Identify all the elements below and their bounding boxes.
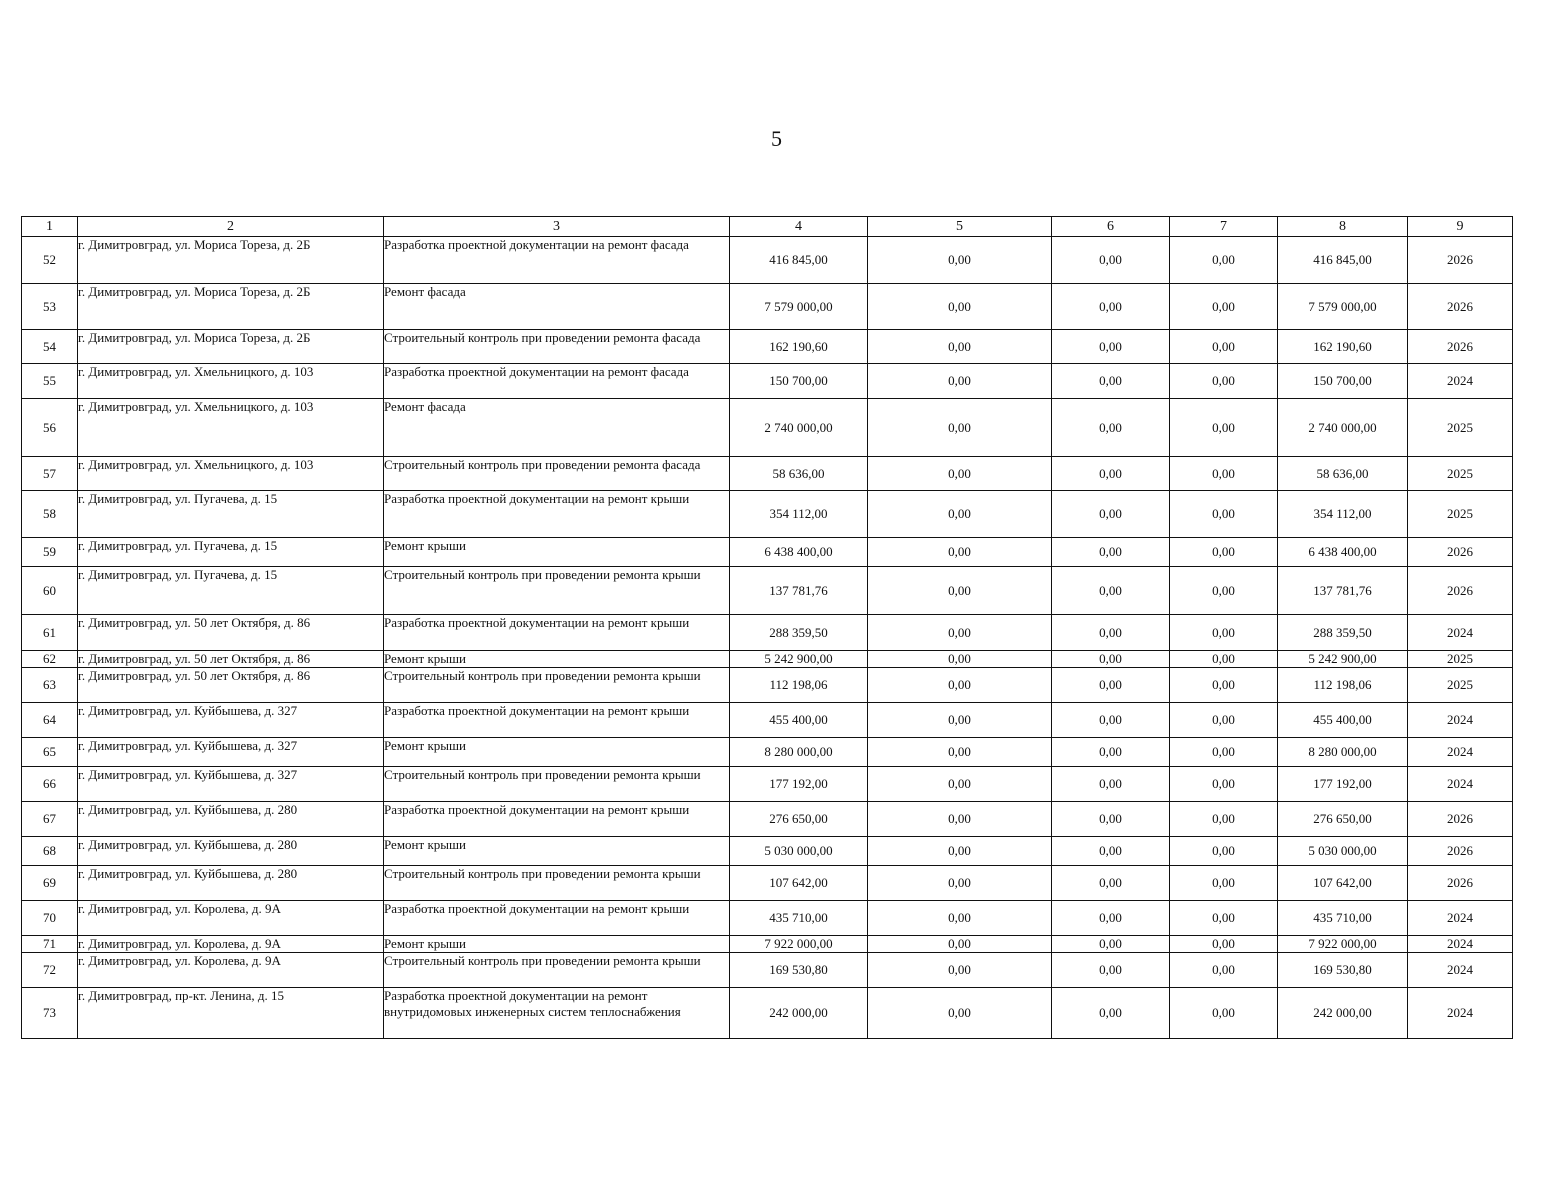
table-row (22, 767, 1513, 802)
amount-col8-cell: 137 781,76 (1278, 567, 1408, 615)
amount-col7-cell: 0,00 (1170, 837, 1278, 866)
amount-col8-cell: 276 650,00 (1278, 802, 1408, 837)
amount-col7-cell: 0,00 (1170, 767, 1278, 802)
amount-col6-cell: 0,00 (1052, 953, 1170, 988)
amount-col7-cell: 0,00 (1170, 491, 1278, 538)
amount-col5-cell: 0,00 (868, 802, 1052, 837)
row-number: 64 (22, 703, 78, 738)
amount-total-cell: 354 112,00 (730, 491, 868, 538)
amount-total-cell: 6 438 400,00 (730, 538, 868, 567)
year-cell: 2024 (1408, 953, 1513, 988)
amount-col7-cell: 0,00 (1170, 936, 1278, 953)
table-row (22, 988, 1513, 1039)
row-number: 58 (22, 491, 78, 538)
amount-col5-cell: 0,00 (868, 651, 1052, 668)
table-row (22, 330, 1513, 364)
amount-col7-cell: 0,00 (1170, 538, 1278, 567)
amount-col8-cell: 112 198,06 (1278, 668, 1408, 703)
amount-col7-cell: 0,00 (1170, 330, 1278, 364)
work-type-cell: Ремонт крыши (384, 936, 730, 953)
amount-total-cell: 5 242 900,00 (730, 651, 868, 668)
amount-col6-cell: 0,00 (1052, 936, 1170, 953)
amount-col7-cell: 0,00 (1170, 567, 1278, 615)
column-header: 4 (730, 217, 868, 237)
amount-col8-cell: 58 636,00 (1278, 457, 1408, 491)
row-number: 62 (22, 651, 78, 668)
amount-col5-cell: 0,00 (868, 330, 1052, 364)
amount-col6-cell: 0,00 (1052, 457, 1170, 491)
amount-total-cell: 276 650,00 (730, 802, 868, 837)
row-number: 66 (22, 767, 78, 802)
amount-col5-cell: 0,00 (868, 399, 1052, 457)
amount-col8-cell: 6 438 400,00 (1278, 538, 1408, 567)
amount-total-cell: 5 030 000,00 (730, 837, 868, 866)
amount-total-cell: 416 845,00 (730, 237, 868, 284)
amount-total-cell: 112 198,06 (730, 668, 868, 703)
table-row (22, 237, 1513, 284)
table-row (22, 802, 1513, 837)
table-row (22, 703, 1513, 738)
year-cell: 2026 (1408, 330, 1513, 364)
column-number-row (22, 217, 1513, 237)
work-type-cell: Строительный контроль при проведении ремонта крыши (384, 767, 730, 802)
amount-col6-cell: 0,00 (1052, 538, 1170, 567)
address-cell: г. Димитровград, ул. 50 лет Октября, д. 86 (78, 668, 384, 703)
row-number: 73 (22, 988, 78, 1039)
table-row (22, 491, 1513, 538)
amount-col5-cell: 0,00 (868, 837, 1052, 866)
table-row (22, 567, 1513, 615)
row-number: 53 (22, 284, 78, 330)
row-number: 61 (22, 615, 78, 651)
year-cell: 2025 (1408, 457, 1513, 491)
amount-col8-cell: 455 400,00 (1278, 703, 1408, 738)
amount-col5-cell: 0,00 (868, 738, 1052, 767)
year-cell: 2024 (1408, 901, 1513, 936)
work-type-cell: Ремонт фасада (384, 284, 730, 330)
work-type-cell: Строительный контроль при проведении ремонта крыши (384, 567, 730, 615)
work-type-cell: Разработка проектной документации на ремонт внутридомовых инженерных систем теплоснабжения (384, 988, 730, 1039)
work-type-cell: Ремонт крыши (384, 538, 730, 567)
amount-col8-cell: 354 112,00 (1278, 491, 1408, 538)
amount-col8-cell: 288 359,50 (1278, 615, 1408, 651)
table-row (22, 538, 1513, 567)
amount-col6-cell: 0,00 (1052, 399, 1170, 457)
amount-total-cell: 107 642,00 (730, 866, 868, 901)
table-row (22, 615, 1513, 651)
row-number: 65 (22, 738, 78, 767)
page-number: 5 (771, 126, 782, 151)
amount-col6-cell: 0,00 (1052, 615, 1170, 651)
amount-total-cell: 2 740 000,00 (730, 399, 868, 457)
year-cell: 2026 (1408, 866, 1513, 901)
amount-col5-cell: 0,00 (868, 457, 1052, 491)
amount-col8-cell: 8 280 000,00 (1278, 738, 1408, 767)
amount-col7-cell: 0,00 (1170, 364, 1278, 399)
work-type-cell: Разработка проектной документации на ремонт фасада (384, 237, 730, 284)
year-cell: 2024 (1408, 988, 1513, 1039)
amount-total-cell: 150 700,00 (730, 364, 868, 399)
amount-total-cell: 435 710,00 (730, 901, 868, 936)
amount-total-cell: 58 636,00 (730, 457, 868, 491)
address-cell: г. Димитровград, ул. Мориса Тореза, д. 2Б (78, 330, 384, 364)
amount-col6-cell: 0,00 (1052, 988, 1170, 1039)
amount-col6-cell: 0,00 (1052, 284, 1170, 330)
table-row (22, 901, 1513, 936)
amount-total-cell: 169 530,80 (730, 953, 868, 988)
address-cell: г. Димитровград, пр-кт. Ленина, д. 15 (78, 988, 384, 1039)
amount-total-cell: 455 400,00 (730, 703, 868, 738)
address-cell: г. Димитровград, ул. Куйбышева, д. 280 (78, 866, 384, 901)
amount-total-cell: 7 579 000,00 (730, 284, 868, 330)
work-type-cell: Строительный контроль при проведении ремонта фасада (384, 457, 730, 491)
table-row (22, 284, 1513, 330)
row-number: 54 (22, 330, 78, 364)
column-header: 1 (22, 217, 78, 237)
year-cell: 2024 (1408, 703, 1513, 738)
year-cell: 2025 (1408, 491, 1513, 538)
table-row (22, 738, 1513, 767)
table-row (22, 866, 1513, 901)
column-header: 8 (1278, 217, 1408, 237)
amount-col7-cell: 0,00 (1170, 615, 1278, 651)
work-type-cell: Разработка проектной документации на ремонт фасада (384, 364, 730, 399)
year-cell: 2026 (1408, 538, 1513, 567)
year-cell: 2026 (1408, 802, 1513, 837)
work-type-cell: Ремонт фасада (384, 399, 730, 457)
work-type-cell: Разработка проектной документации на ремонт крыши (384, 802, 730, 837)
amount-col8-cell: 107 642,00 (1278, 866, 1408, 901)
amount-col7-cell: 0,00 (1170, 866, 1278, 901)
amount-col7-cell: 0,00 (1170, 457, 1278, 491)
address-cell: г. Димитровград, ул. Пугачева, д. 15 (78, 491, 384, 538)
year-cell: 2025 (1408, 399, 1513, 457)
amount-total-cell: 7 922 000,00 (730, 936, 868, 953)
amount-col6-cell: 0,00 (1052, 364, 1170, 399)
address-cell: г. Димитровград, ул. Королева, д. 9А (78, 936, 384, 953)
column-header: 3 (384, 217, 730, 237)
table-row (22, 953, 1513, 988)
work-type-cell: Разработка проектной документации на ремонт крыши (384, 615, 730, 651)
amount-col6-cell: 0,00 (1052, 837, 1170, 866)
work-type-cell: Строительный контроль при проведении ремонта крыши (384, 866, 730, 901)
address-cell: г. Димитровград, ул. Королева, д. 9А (78, 901, 384, 936)
row-number: 59 (22, 538, 78, 567)
amount-col8-cell: 2 740 000,00 (1278, 399, 1408, 457)
column-header: 7 (1170, 217, 1278, 237)
year-cell: 2024 (1408, 364, 1513, 399)
row-number: 55 (22, 364, 78, 399)
row-number: 63 (22, 668, 78, 703)
amount-col8-cell: 169 530,80 (1278, 953, 1408, 988)
work-type-cell: Строительный контроль при проведении ремонта фасада (384, 330, 730, 364)
amount-col5-cell: 0,00 (868, 953, 1052, 988)
amount-col5-cell: 0,00 (868, 988, 1052, 1039)
amount-col8-cell: 162 190,60 (1278, 330, 1408, 364)
work-type-cell: Строительный контроль при проведении ремонта крыши (384, 668, 730, 703)
amount-col6-cell: 0,00 (1052, 237, 1170, 284)
year-cell: 2025 (1408, 668, 1513, 703)
table-row (22, 651, 1513, 668)
amount-col8-cell: 242 000,00 (1278, 988, 1408, 1039)
amount-col6-cell: 0,00 (1052, 767, 1170, 802)
address-cell: г. Димитровград, ул. Пугачева, д. 15 (78, 538, 384, 567)
work-type-cell: Ремонт крыши (384, 738, 730, 767)
year-cell: 2026 (1408, 284, 1513, 330)
address-cell: г. Димитровград, ул. Куйбышева, д. 327 (78, 767, 384, 802)
amount-col8-cell: 5 242 900,00 (1278, 651, 1408, 668)
address-cell: г. Димитровград, ул. 50 лет Октября, д. 86 (78, 615, 384, 651)
amount-col5-cell: 0,00 (868, 615, 1052, 651)
work-type-cell: Разработка проектной документации на ремонт крыши (384, 703, 730, 738)
amount-col6-cell: 0,00 (1052, 901, 1170, 936)
year-cell: 2025 (1408, 651, 1513, 668)
address-cell: г. Димитровград, ул. Пугачева, д. 15 (78, 567, 384, 615)
address-cell: г. Димитровград, ул. Хмельницкого, д. 103 (78, 399, 384, 457)
column-header: 9 (1408, 217, 1513, 237)
table-row (22, 399, 1513, 457)
amount-col6-cell: 0,00 (1052, 738, 1170, 767)
amount-col6-cell: 0,00 (1052, 651, 1170, 668)
amount-col5-cell: 0,00 (868, 567, 1052, 615)
amount-col8-cell: 5 030 000,00 (1278, 837, 1408, 866)
row-number: 52 (22, 237, 78, 284)
table-row (22, 936, 1513, 953)
amount-col5-cell: 0,00 (868, 936, 1052, 953)
work-type-cell: Разработка проектной документации на ремонт крыши (384, 901, 730, 936)
amount-col5-cell: 0,00 (868, 866, 1052, 901)
amount-col7-cell: 0,00 (1170, 988, 1278, 1039)
year-cell: 2026 (1408, 837, 1513, 866)
address-cell: г. Димитровград, ул. Куйбышева, д. 327 (78, 703, 384, 738)
address-cell: г. Димитровград, ул. Куйбышева, д. 327 (78, 738, 384, 767)
table-body (22, 237, 1513, 1039)
amount-total-cell: 242 000,00 (730, 988, 868, 1039)
amount-col8-cell: 177 192,00 (1278, 767, 1408, 802)
amount-total-cell: 137 781,76 (730, 567, 868, 615)
row-number: 70 (22, 901, 78, 936)
amount-col6-cell: 0,00 (1052, 330, 1170, 364)
column-header: 5 (868, 217, 1052, 237)
table-row (22, 457, 1513, 491)
table-row (22, 837, 1513, 866)
repair-schedule-table (21, 216, 1513, 1039)
year-cell: 2026 (1408, 567, 1513, 615)
table-row (22, 668, 1513, 703)
amount-col7-cell: 0,00 (1170, 901, 1278, 936)
work-type-cell: Ремонт крыши (384, 651, 730, 668)
work-type-cell: Разработка проектной документации на ремонт крыши (384, 491, 730, 538)
year-cell: 2024 (1408, 615, 1513, 651)
amount-col6-cell: 0,00 (1052, 668, 1170, 703)
year-cell: 2024 (1408, 738, 1513, 767)
address-cell: г. Димитровград, ул. 50 лет Октября, д. 86 (78, 651, 384, 668)
amount-col6-cell: 0,00 (1052, 567, 1170, 615)
amount-total-cell: 8 280 000,00 (730, 738, 868, 767)
work-type-cell: Строительный контроль при проведении ремонта крыши (384, 953, 730, 988)
amount-total-cell: 162 190,60 (730, 330, 868, 364)
address-cell: г. Димитровград, ул. Хмельницкого, д. 103 (78, 457, 384, 491)
amount-col7-cell: 0,00 (1170, 651, 1278, 668)
address-cell: г. Димитровград, ул. Куйбышева, д. 280 (78, 837, 384, 866)
row-number: 67 (22, 802, 78, 837)
amount-col5-cell: 0,00 (868, 237, 1052, 284)
amount-col8-cell: 7 579 000,00 (1278, 284, 1408, 330)
row-number: 69 (22, 866, 78, 901)
amount-col5-cell: 0,00 (868, 491, 1052, 538)
year-cell: 2026 (1408, 237, 1513, 284)
address-cell: г. Димитровград, ул. Королева, д. 9А (78, 953, 384, 988)
amount-col5-cell: 0,00 (868, 901, 1052, 936)
address-cell: г. Димитровград, ул. Куйбышева, д. 280 (78, 802, 384, 837)
amount-col7-cell: 0,00 (1170, 237, 1278, 284)
address-cell: г. Димитровград, ул. Хмельницкого, д. 103 (78, 364, 384, 399)
amount-col6-cell: 0,00 (1052, 866, 1170, 901)
amount-col6-cell: 0,00 (1052, 491, 1170, 538)
amount-col5-cell: 0,00 (868, 703, 1052, 738)
row-number: 72 (22, 953, 78, 988)
address-cell: г. Димитровград, ул. Мориса Тореза, д. 2Б (78, 284, 384, 330)
column-header: 6 (1052, 217, 1170, 237)
year-cell: 2024 (1408, 767, 1513, 802)
amount-col7-cell: 0,00 (1170, 802, 1278, 837)
amount-col7-cell: 0,00 (1170, 703, 1278, 738)
amount-col5-cell: 0,00 (868, 284, 1052, 330)
amount-col5-cell: 0,00 (868, 668, 1052, 703)
year-cell: 2024 (1408, 936, 1513, 953)
amount-col8-cell: 7 922 000,00 (1278, 936, 1408, 953)
amount-col7-cell: 0,00 (1170, 399, 1278, 457)
amount-col8-cell: 416 845,00 (1278, 237, 1408, 284)
amount-col7-cell: 0,00 (1170, 953, 1278, 988)
amount-col8-cell: 435 710,00 (1278, 901, 1408, 936)
amount-col7-cell: 0,00 (1170, 738, 1278, 767)
row-number: 57 (22, 457, 78, 491)
table-row (22, 364, 1513, 399)
column-header: 2 (78, 217, 384, 237)
row-number: 60 (22, 567, 78, 615)
amount-col5-cell: 0,00 (868, 538, 1052, 567)
amount-total-cell: 177 192,00 (730, 767, 868, 802)
amount-col7-cell: 0,00 (1170, 668, 1278, 703)
amount-col5-cell: 0,00 (868, 364, 1052, 399)
address-cell: г. Димитровград, ул. Мориса Тореза, д. 2Б (78, 237, 384, 284)
amount-total-cell: 288 359,50 (730, 615, 868, 651)
row-number: 71 (22, 936, 78, 953)
row-number: 56 (22, 399, 78, 457)
amount-col7-cell: 0,00 (1170, 284, 1278, 330)
row-number: 68 (22, 837, 78, 866)
amount-col5-cell: 0,00 (868, 767, 1052, 802)
amount-col8-cell: 150 700,00 (1278, 364, 1408, 399)
amount-col6-cell: 0,00 (1052, 703, 1170, 738)
amount-col6-cell: 0,00 (1052, 802, 1170, 837)
work-type-cell: Ремонт крыши (384, 837, 730, 866)
